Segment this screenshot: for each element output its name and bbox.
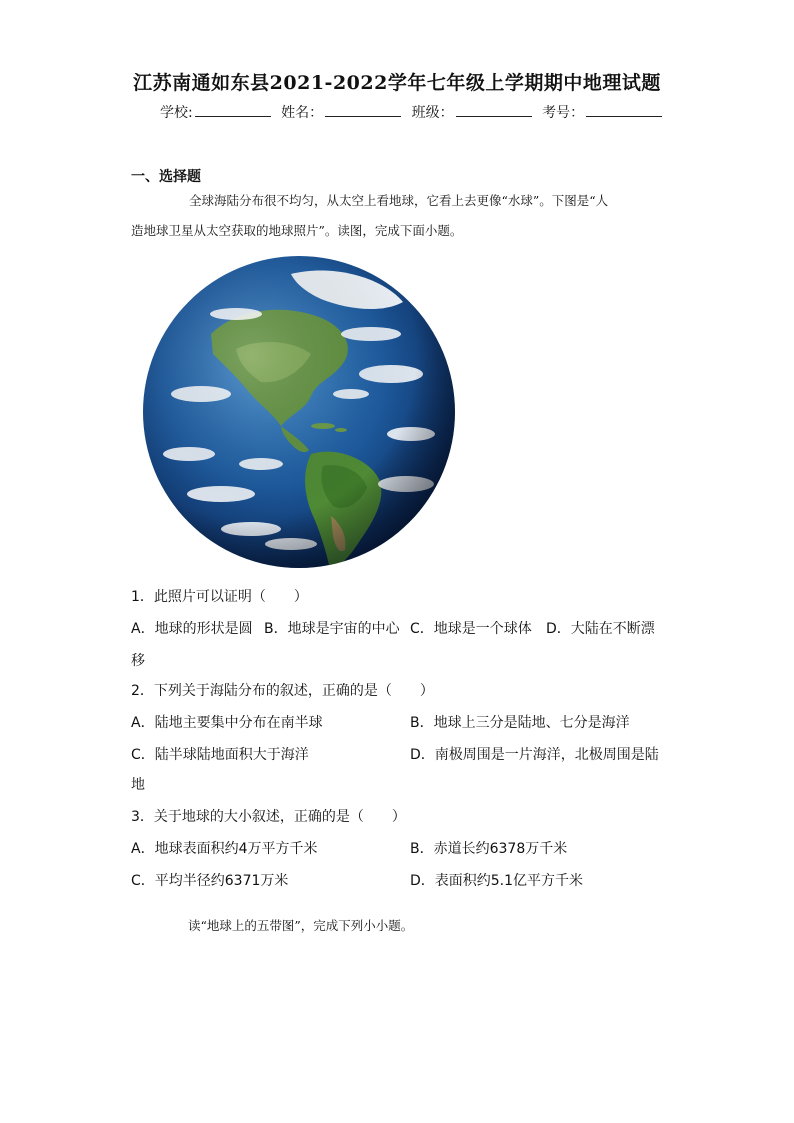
- question-2-stem: 2．下列关于海陆分布的叙述，正确的是（ ）: [131, 683, 434, 699]
- q1-option-b[interactable]: B．地球是宇宙的中心: [264, 621, 400, 637]
- q3-option-a[interactable]: A．地球表面积约4万平方千米: [131, 841, 318, 857]
- q1-option-a[interactable]: A．地球的形状是圆: [131, 621, 253, 637]
- intro-line-2: 造地球卫星从太空获取的地球照片”。读图，完成下面小题。: [131, 223, 463, 238]
- q1-option-d-wrap: 移: [131, 653, 145, 669]
- class-blank[interactable]: [456, 104, 532, 117]
- q2-option-a[interactable]: A．陆地主要集中分布在南半球: [131, 715, 323, 731]
- intro-line-1: 全球海陆分布很不均匀，从太空上看地球，它看上去更像“水球”。下图是“人: [189, 193, 609, 208]
- q2-option-b[interactable]: B．地球上三分是陆地、七分是海洋: [410, 715, 630, 731]
- q1-option-d[interactable]: D．大陆在不断漂: [546, 621, 655, 637]
- section-title: 一、选择题: [131, 169, 201, 185]
- school-label: 学校:: [160, 105, 193, 121]
- class-label: 班级：: [411, 105, 454, 121]
- exam-title: 江苏南通如东县2021-2022学年七年级上学期期中地理试题: [133, 72, 661, 94]
- earth-globe-icon: [141, 254, 457, 570]
- q3-option-c[interactable]: C．平均半径约6371万米: [131, 873, 289, 889]
- question-1-stem: 1．此照片可以证明（ ）: [131, 589, 308, 605]
- exam-number-label: 考号：: [542, 105, 585, 121]
- q2-option-d[interactable]: D．南极周围是一片海洋，北极周围是陆: [410, 747, 659, 763]
- q1-option-c[interactable]: C．地球是一个球体: [410, 621, 532, 637]
- name-label: 姓名：: [281, 105, 324, 121]
- school-blank[interactable]: [195, 104, 271, 117]
- footer-prompt: 读“地球上的五带图”，完成下列小小题。: [188, 918, 414, 933]
- student-info-line: [160, 102, 668, 122]
- q2-option-d-wrap: 地: [131, 777, 145, 793]
- earth-globe-photo: [141, 254, 457, 570]
- name-blank[interactable]: [325, 104, 401, 117]
- q2-option-c[interactable]: C．陆半球陆地面积大于海洋: [131, 747, 309, 763]
- exam-number-blank[interactable]: [586, 104, 662, 117]
- q3-option-b[interactable]: B．赤道长约6378万千米: [410, 841, 568, 857]
- q3-option-d[interactable]: D．表面积约5.1亿平方千米: [410, 873, 584, 889]
- question-3-stem: 3．关于地球的大小叙述，正确的是（ ）: [131, 809, 406, 825]
